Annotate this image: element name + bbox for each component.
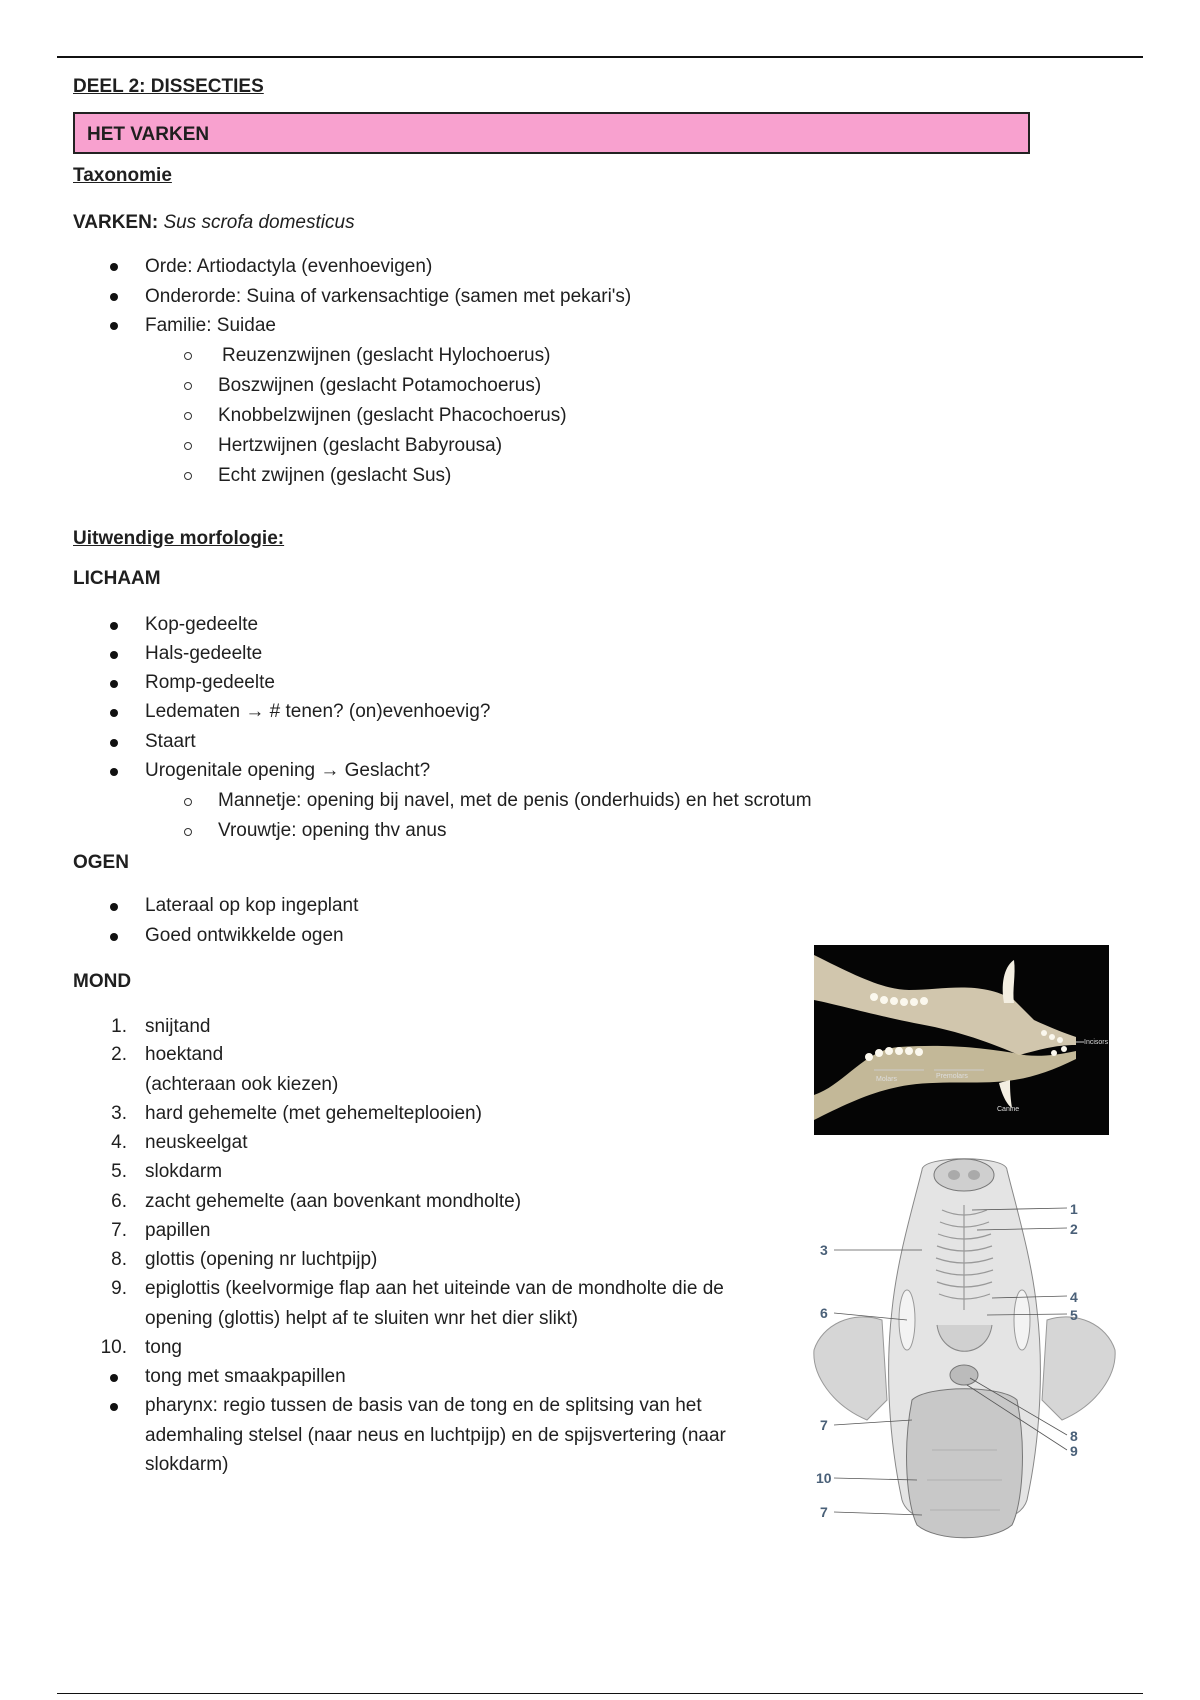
- part-title: DEEL 2: DISSECTIES: [73, 76, 264, 97]
- list-item: Onderorde: Suina of varkensachtige (samen met pekari's): [145, 286, 632, 307]
- list-item: Staart: [145, 731, 196, 752]
- list-number: 5.: [111, 1161, 127, 1182]
- numbered-item-continuation: (achteraan ook kiezen): [145, 1074, 339, 1095]
- sub-list-item: Echt zwijnen (geslacht Sus): [218, 465, 452, 486]
- jaw-photo-drawing: [814, 945, 1109, 1135]
- incisors-label: Incisors: [1084, 1039, 1109, 1046]
- list-number: 1.: [111, 1016, 127, 1037]
- numbered-item: hoektand: [145, 1044, 224, 1065]
- bullet-icon: [110, 680, 118, 688]
- circle-bullet-icon: [184, 442, 192, 450]
- bullet-icon: [110, 739, 118, 747]
- diagram-label-6: 6: [820, 1305, 828, 1321]
- bullet-icon: [110, 768, 118, 776]
- list-item: Goed ontwikkelde ogen: [145, 925, 344, 946]
- numbered-item: papillen: [145, 1220, 211, 1241]
- diagram-label-2: 2: [1070, 1221, 1078, 1237]
- diagram-label-7: 7: [820, 1417, 828, 1433]
- section-banner: [73, 112, 1030, 154]
- lichaam-heading: LICHAAM: [73, 568, 161, 589]
- numbered-item: tong: [145, 1337, 182, 1358]
- list-item: Ledematen → # tenen? (on)evenhoevig?: [145, 701, 491, 722]
- diagram-label-8: 8: [1070, 1428, 1078, 1444]
- list-item-continuation: slokdarm): [145, 1454, 229, 1475]
- diagram-label-9: 9: [1070, 1443, 1078, 1459]
- list-item: Hals-gedeelte: [145, 643, 263, 664]
- bullet-icon: [110, 933, 118, 941]
- numbered-item: zacht gehemelte (aan bovenkant mondholte): [145, 1191, 522, 1212]
- circle-bullet-icon: [184, 828, 192, 836]
- bullet-icon: [110, 1374, 118, 1382]
- list-item: Romp-gedeelte: [145, 672, 275, 693]
- list-item: Lateraal op kop ingeplant: [145, 895, 359, 916]
- mond-heading: MOND: [73, 971, 132, 992]
- bullet-icon: [110, 1403, 118, 1411]
- diagram-label-10: 10: [816, 1470, 832, 1486]
- diagram-label-4: 4: [1070, 1289, 1078, 1305]
- list-number: 10.: [100, 1337, 127, 1358]
- list-number: 9.: [111, 1278, 127, 1299]
- diagram-label-3: 3: [820, 1242, 828, 1258]
- numbered-item: snijtand: [145, 1016, 211, 1037]
- bottom-rule: [57, 1693, 1143, 1694]
- list-item: pharynx: regio tussen de basis van de tong en de splitsing van het: [145, 1395, 702, 1416]
- mouth-diagram-drawing: [812, 1150, 1117, 1545]
- circle-bullet-icon: [184, 472, 192, 480]
- circle-bullet-icon: [184, 798, 192, 806]
- list-number: 4.: [111, 1132, 127, 1153]
- ogen-heading: OGEN: [73, 852, 129, 873]
- numbered-item: hard gehemelte (met gehemelteplooien): [145, 1103, 482, 1124]
- diagram-label-1: 1: [1070, 1201, 1078, 1217]
- list-item: Familie: Suidae: [145, 315, 276, 336]
- canine-label: Canine: [997, 1106, 1020, 1113]
- mouth-anatomy-diagram: [812, 1150, 1117, 1545]
- list-number: 6.: [111, 1191, 127, 1212]
- taxonomie-heading: Taxonomie: [73, 165, 172, 186]
- molars-label: Molars: [876, 1076, 898, 1083]
- bullet-icon: [110, 709, 118, 717]
- bullet-icon: [110, 322, 118, 330]
- species-label: VARKEN:: [73, 212, 159, 233]
- species-name: Sus scrofa domesticus: [163, 212, 355, 233]
- sub-list-item: Reuzenzwijnen (geslacht Hylochoerus): [222, 345, 551, 366]
- list-item: tong met smaakpapillen: [145, 1366, 346, 1387]
- circle-bullet-icon: [184, 382, 192, 390]
- bullet-icon: [110, 263, 118, 271]
- sub-list-item: Boszwijnen (geslacht Potamochoerus): [218, 375, 542, 396]
- numbered-item: slokdarm: [145, 1161, 223, 1182]
- numbered-item-continuation: opening (glottis) helpt af te sluiten wnr het dier slikt): [145, 1308, 578, 1329]
- list-number: 2.: [111, 1044, 127, 1065]
- list-item-continuation: ademhaling stelsel (naar neus en luchtpijp) en de spijsvertering (naar: [145, 1425, 726, 1446]
- premolars-label: Premolars: [936, 1073, 968, 1080]
- list-item: Kop-gedeelte: [145, 614, 259, 635]
- bullet-icon: [110, 903, 118, 911]
- banner-text: HET VARKEN: [87, 124, 210, 145]
- diagram-label-5: 5: [1070, 1307, 1078, 1323]
- list-item: Orde: Artiodactyla (evenhoevigen): [145, 256, 433, 277]
- jaw-photo: [814, 945, 1109, 1135]
- sub-list-item: Knobbelzwijnen (geslacht Phacochoerus): [218, 405, 567, 426]
- sub-list-item: Mannetje: opening bij navel, met de penis (onderhuids) en het scrotum: [218, 790, 812, 811]
- numbered-item: epiglottis (keelvormige flap aan het uiteinde van de mondholte die de: [145, 1278, 724, 1299]
- diagram-label-7b: 7: [820, 1504, 828, 1520]
- species-line: [73, 212, 355, 234]
- sub-list-item: Hertzwijnen (geslacht Babyrousa): [218, 435, 503, 456]
- list-number: 7.: [111, 1220, 127, 1241]
- circle-bullet-icon: [184, 352, 192, 360]
- sub-list-item: Vrouwtje: opening thv anus: [218, 820, 447, 841]
- morfologie-heading: Uitwendige morfologie:: [73, 528, 285, 549]
- bullet-icon: [110, 651, 118, 659]
- numbered-item: neuskeelgat: [145, 1132, 248, 1153]
- top-rule: [57, 56, 1143, 58]
- circle-bullet-icon: [184, 412, 192, 420]
- bullet-icon: [110, 622, 118, 630]
- bullet-icon: [110, 293, 118, 301]
- numbered-item: glottis (opening nr luchtpijp): [145, 1249, 378, 1270]
- list-number: 8.: [111, 1249, 127, 1270]
- list-number: 3.: [111, 1103, 127, 1124]
- list-item: Urogenitale opening → Geslacht?: [145, 760, 431, 781]
